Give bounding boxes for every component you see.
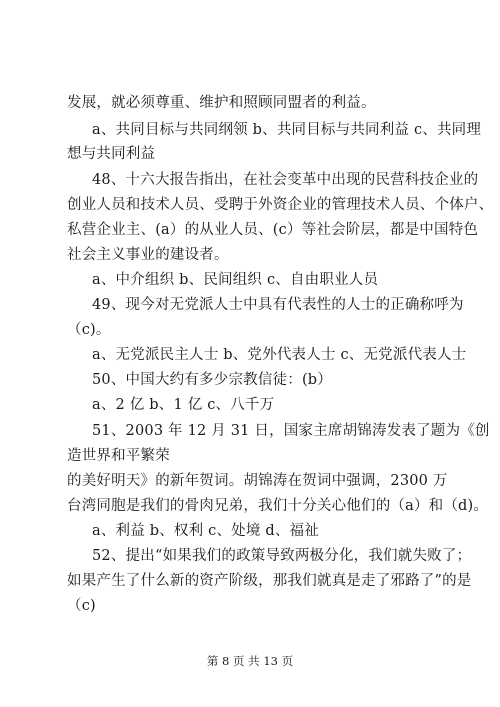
text-line: 私营企业主、(a）的从业人员、(c）等社会阶层，都是中国特色 <box>67 222 479 238</box>
text-line: 创业人员和技术人员、受聘于外资企业的管理技术人员、个体户、 <box>67 197 494 213</box>
text-line: 52、提出“如果我们的政策导致两极分化，我们就失败了； <box>92 548 472 564</box>
text-line: a、2 亿 b、1 亿 c、八千万 <box>92 397 275 413</box>
text-line: 发展，就必须尊重、维护和照顾同盟者的利益。 <box>67 95 376 111</box>
text-line: （c) <box>67 598 96 614</box>
text-line: a、中介组织 b、民间组织 c、自由职业人员 <box>92 272 379 288</box>
text-line: a、无党派民主人士 b、党外代表人士 c、无党派代表人士 <box>92 347 467 363</box>
text-line: 如果产生了什么新的资产阶级，那我们就真是走了邪路了”的是 <box>67 573 472 589</box>
text-line: 的美好明天》的新年贺词。胡锦涛在贺词中强调，2300 万 <box>67 473 448 489</box>
text-line: 造世界和平繁荣 <box>67 448 170 464</box>
text-line: 想与共同利益 <box>67 146 156 162</box>
text-line: （c)。 <box>67 322 111 338</box>
text-line: 49、现今对无党派人士中具有代表性的人士的正确称呼为 <box>92 297 464 313</box>
text-line: a、利益 b、权利 c、处境 d、福祉 <box>92 523 319 539</box>
text-line: 社会主义事业的建设者。 <box>67 247 229 263</box>
text-line: 48、十六大报告指出，在社会变革中出现的民营科技企业的 <box>92 172 479 188</box>
text-line: 台湾同胞是我们的骨肉兄弟，我们十分关心他们的（a）和（d)。 <box>67 498 489 514</box>
text-line: a、共同目标与共同纲领 b、共同目标与共同利益 c、共同理 <box>92 122 482 138</box>
page-number-footer: 第 8 页 共 13 页 <box>206 654 294 668</box>
text-line: 50、中国大约有多少宗教信徒：(b） <box>92 372 332 388</box>
text-line: 51、2003 年 12 月 31 日，国家主席胡锦涛发表了题为《创 <box>92 423 490 439</box>
